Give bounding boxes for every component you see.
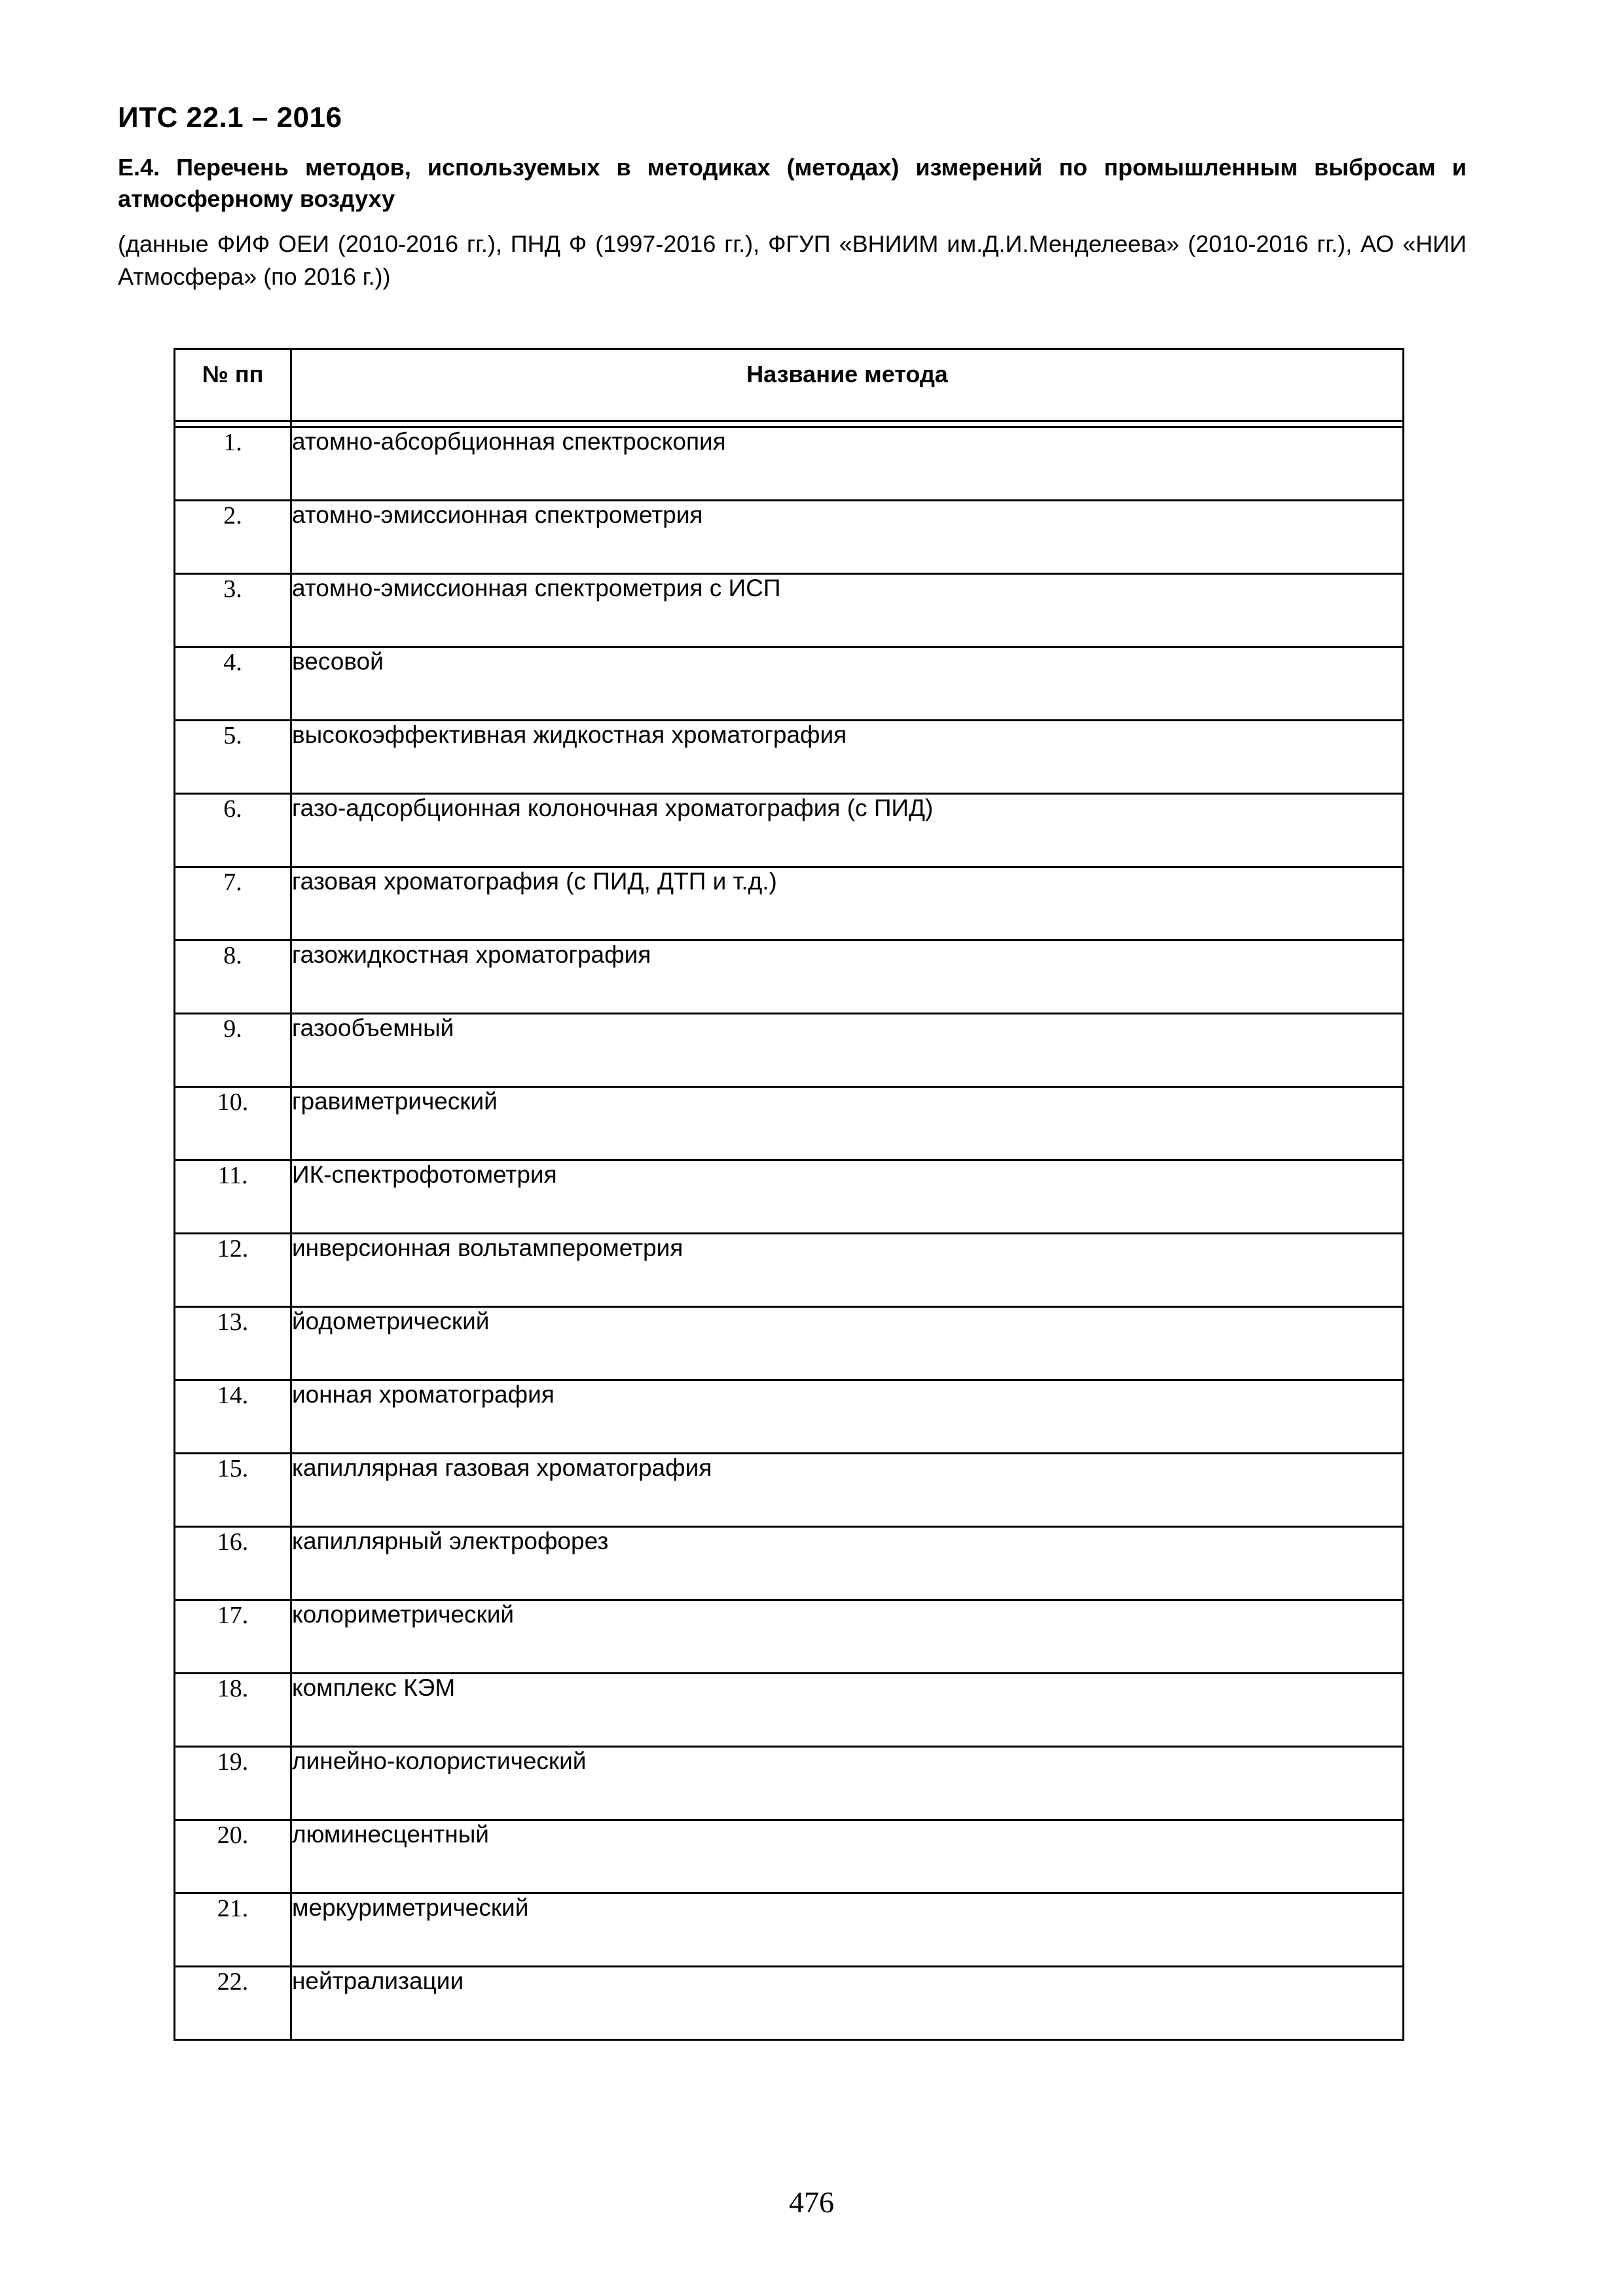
methods-table (173, 348, 1404, 2041)
method-name: линейно-колористический (291, 1747, 1404, 1820)
method-name: весовой (291, 647, 1404, 721)
row-number: 15. (175, 1454, 291, 1527)
row-number: 7. (175, 867, 291, 941)
page-number: 476 (789, 2185, 834, 2219)
table-row (175, 867, 1404, 941)
method-name: комплекс КЭМ (291, 1674, 1404, 1747)
data-sources-note: (данные ФИФ ОЕИ (2010-2016 гг.), ПНД Ф (1997-2016 гг.), ФГУП «ВНИИМ им.Д.И.Менделеева» (2010-2016 гг.), АО «НИИ Атмосфера» (по 2016 г.)) (118, 230, 1467, 290)
method-name: ИК-спектрофотометрия (291, 1160, 1404, 1234)
table-row (175, 1527, 1404, 1600)
table-row (175, 1674, 1404, 1747)
table-row (175, 1160, 1404, 1234)
table-row (175, 1893, 1404, 1967)
method-name: газообъемный (291, 1014, 1404, 1087)
row-number: 16. (175, 1527, 291, 1600)
row-number: 19. (175, 1747, 291, 1820)
method-name: капиллярный электрофорез (291, 1527, 1404, 1600)
method-name: инверсионная вольтамперометрия (291, 1234, 1404, 1307)
table-row (175, 1380, 1404, 1454)
table-row (175, 427, 1404, 501)
method-name: колориметрический (291, 1600, 1404, 1674)
table-row (175, 941, 1404, 1014)
method-name: капиллярная газовая хроматография (291, 1454, 1404, 1527)
row-number: 2. (175, 501, 291, 574)
row-number: 11. (175, 1160, 291, 1234)
table-row (175, 721, 1404, 794)
method-name: газожидкостная хроматография (291, 941, 1404, 1014)
row-number: 8. (175, 941, 291, 1014)
table-row (175, 794, 1404, 867)
row-number: 3. (175, 574, 291, 647)
table-row (175, 1600, 1404, 1674)
method-name: йодометрический (291, 1307, 1404, 1380)
method-name: люминесцентный (291, 1820, 1404, 1893)
method-name: газовая хроматография (с ПИД, ДТП и т.д.) (291, 867, 1404, 941)
column-header-method-name: Название метода (291, 350, 1404, 422)
table-row (175, 1014, 1404, 1087)
header-separator (175, 422, 1404, 427)
table-row (175, 1454, 1404, 1527)
method-name: гравиметрический (291, 1087, 1404, 1160)
column-header-number: № пп (175, 350, 291, 422)
row-number: 14. (175, 1380, 291, 1454)
table-row (175, 501, 1404, 574)
table-row (175, 1234, 1404, 1307)
method-name: высокоэффективная жидкостная хроматография (291, 721, 1404, 794)
section-title: Е.4. Перечень методов, используемых в методиках (методах) измерений по промышленным выбросам и атмосферному воздуху (118, 154, 1467, 212)
row-number: 4. (175, 647, 291, 721)
method-name: атомно-абсорбционная спектроскопия (291, 427, 1404, 501)
method-name: атомно-эмиссионная спектрометрия с ИСП (291, 574, 1404, 647)
method-name: меркуриметрический (291, 1893, 1404, 1967)
row-number: 6. (175, 794, 291, 867)
method-name: ионная хроматография (291, 1380, 1404, 1454)
row-number: 5. (175, 721, 291, 794)
method-name: нейтрализации (291, 1967, 1404, 2040)
table-row (175, 1087, 1404, 1160)
row-number: 13. (175, 1307, 291, 1380)
table-row (175, 1747, 1404, 1820)
row-number: 12. (175, 1234, 291, 1307)
row-number: 10. (175, 1087, 291, 1160)
method-name: газо-адсорбционная колоночная хроматография (с ПИД) (291, 794, 1404, 867)
table-row (175, 1820, 1404, 1893)
document-code: ИТС 22.1 – 2016 (118, 101, 342, 134)
row-number: 22. (175, 1967, 291, 2040)
row-number: 1. (175, 427, 291, 501)
table-header-row (175, 350, 1404, 422)
row-number: 9. (175, 1014, 291, 1087)
row-number: 17. (175, 1600, 291, 1674)
table-row (175, 647, 1404, 721)
row-number: 18. (175, 1674, 291, 1747)
table-row (175, 1307, 1404, 1380)
method-name: атомно-эмиссионная спектрометрия (291, 501, 1404, 574)
row-number: 20. (175, 1820, 291, 1893)
table-row (175, 574, 1404, 647)
table-body (175, 422, 1404, 2040)
row-number: 21. (175, 1893, 291, 1967)
table-row (175, 1967, 1404, 2040)
